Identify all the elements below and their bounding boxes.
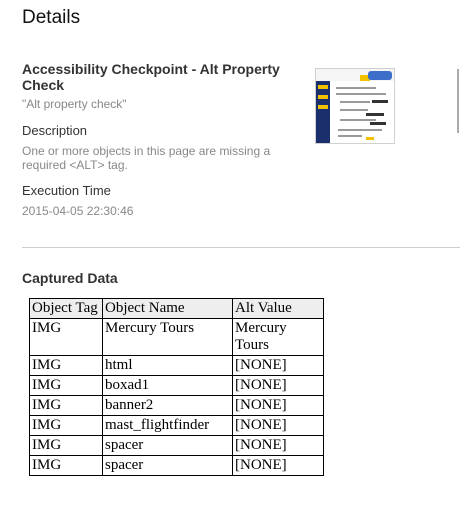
table-row xyxy=(30,376,324,396)
table-row xyxy=(30,456,324,476)
cell-object-tag: IMG xyxy=(30,356,103,376)
table-row xyxy=(30,436,324,456)
description-value: One or more objects in this page are missing a required <ALT> tag. xyxy=(22,144,271,172)
captured-data-table xyxy=(29,298,324,476)
cell-object-tag: IMG xyxy=(30,396,103,416)
cell-alt-value: [NONE] xyxy=(233,356,324,376)
cell-object-name: mast_flightfinder xyxy=(103,416,233,436)
thumbnail-text-line xyxy=(336,93,386,95)
thumbnail-text-line xyxy=(340,119,376,121)
cell-alt-value: [NONE] xyxy=(233,396,324,416)
captured-data-title: Captured Data xyxy=(22,270,118,286)
cell-object-name: boxad1 xyxy=(103,376,233,396)
thumbnail-form-field xyxy=(370,122,386,125)
thumbnail-text-line xyxy=(340,109,368,111)
checkpoint-subtitle: "Alt property check" xyxy=(22,97,127,111)
thumbnail-sidebar-accent xyxy=(318,95,328,99)
thumbnail-next-edge[interactable] xyxy=(457,69,459,133)
cell-alt-value: [NONE] xyxy=(233,436,324,456)
cell-object-name: Mercury Tours xyxy=(103,319,233,356)
thumbnail-text-line xyxy=(338,135,362,137)
cell-object-name: banner2 xyxy=(103,396,233,416)
thumbnail-footer-accent xyxy=(366,137,374,140)
thumbnail-text-line xyxy=(338,129,382,131)
table-row xyxy=(30,319,324,356)
cell-object-tag: IMG xyxy=(30,376,103,396)
cell-object-name: spacer xyxy=(103,456,233,476)
thumbnail-sidebar-accent xyxy=(318,85,328,89)
cell-alt-value: [NONE] xyxy=(233,376,324,396)
page-snapshot-thumbnail[interactable] xyxy=(315,68,395,144)
cell-object-name: spacer xyxy=(103,436,233,456)
cell-object-tag: IMG xyxy=(30,416,103,436)
table-row xyxy=(30,356,324,376)
cell-object-name: html xyxy=(103,356,233,376)
table-header-row xyxy=(30,299,324,319)
cell-alt-value: Mercury Tours xyxy=(233,319,324,356)
execution-time-value: 2015-04-05 22:30:46 xyxy=(22,204,134,218)
thumbnail-text-line xyxy=(336,87,376,89)
checkpoint-title: Accessibility Checkpoint - Alt Property Check xyxy=(22,61,280,93)
description-label: Description xyxy=(22,123,88,138)
page-title: Details xyxy=(22,7,81,28)
thumbnail-sidebar-accent xyxy=(318,105,328,109)
section-divider xyxy=(22,247,460,248)
thumbnail-text-line xyxy=(340,101,370,103)
thumbnail-form-field xyxy=(366,113,384,116)
thumbnail-sidebar xyxy=(316,81,330,143)
thumbnail-form-field xyxy=(372,100,388,103)
column-header-alt-value: Alt Value xyxy=(233,299,324,319)
execution-time-label: Execution Time xyxy=(22,183,111,198)
cell-object-tag: IMG xyxy=(30,456,103,476)
cell-alt-value: [NONE] xyxy=(233,456,324,476)
column-header-object-name: Object Name xyxy=(103,299,233,319)
table-row xyxy=(30,416,324,436)
cell-object-tag: IMG xyxy=(30,319,103,356)
thumbnail-logo-icon xyxy=(368,71,392,80)
column-header-object-tag: Object Tag xyxy=(30,299,103,319)
cell-object-tag: IMG xyxy=(30,436,103,456)
table-row xyxy=(30,396,324,416)
cell-alt-value: [NONE] xyxy=(233,416,324,436)
